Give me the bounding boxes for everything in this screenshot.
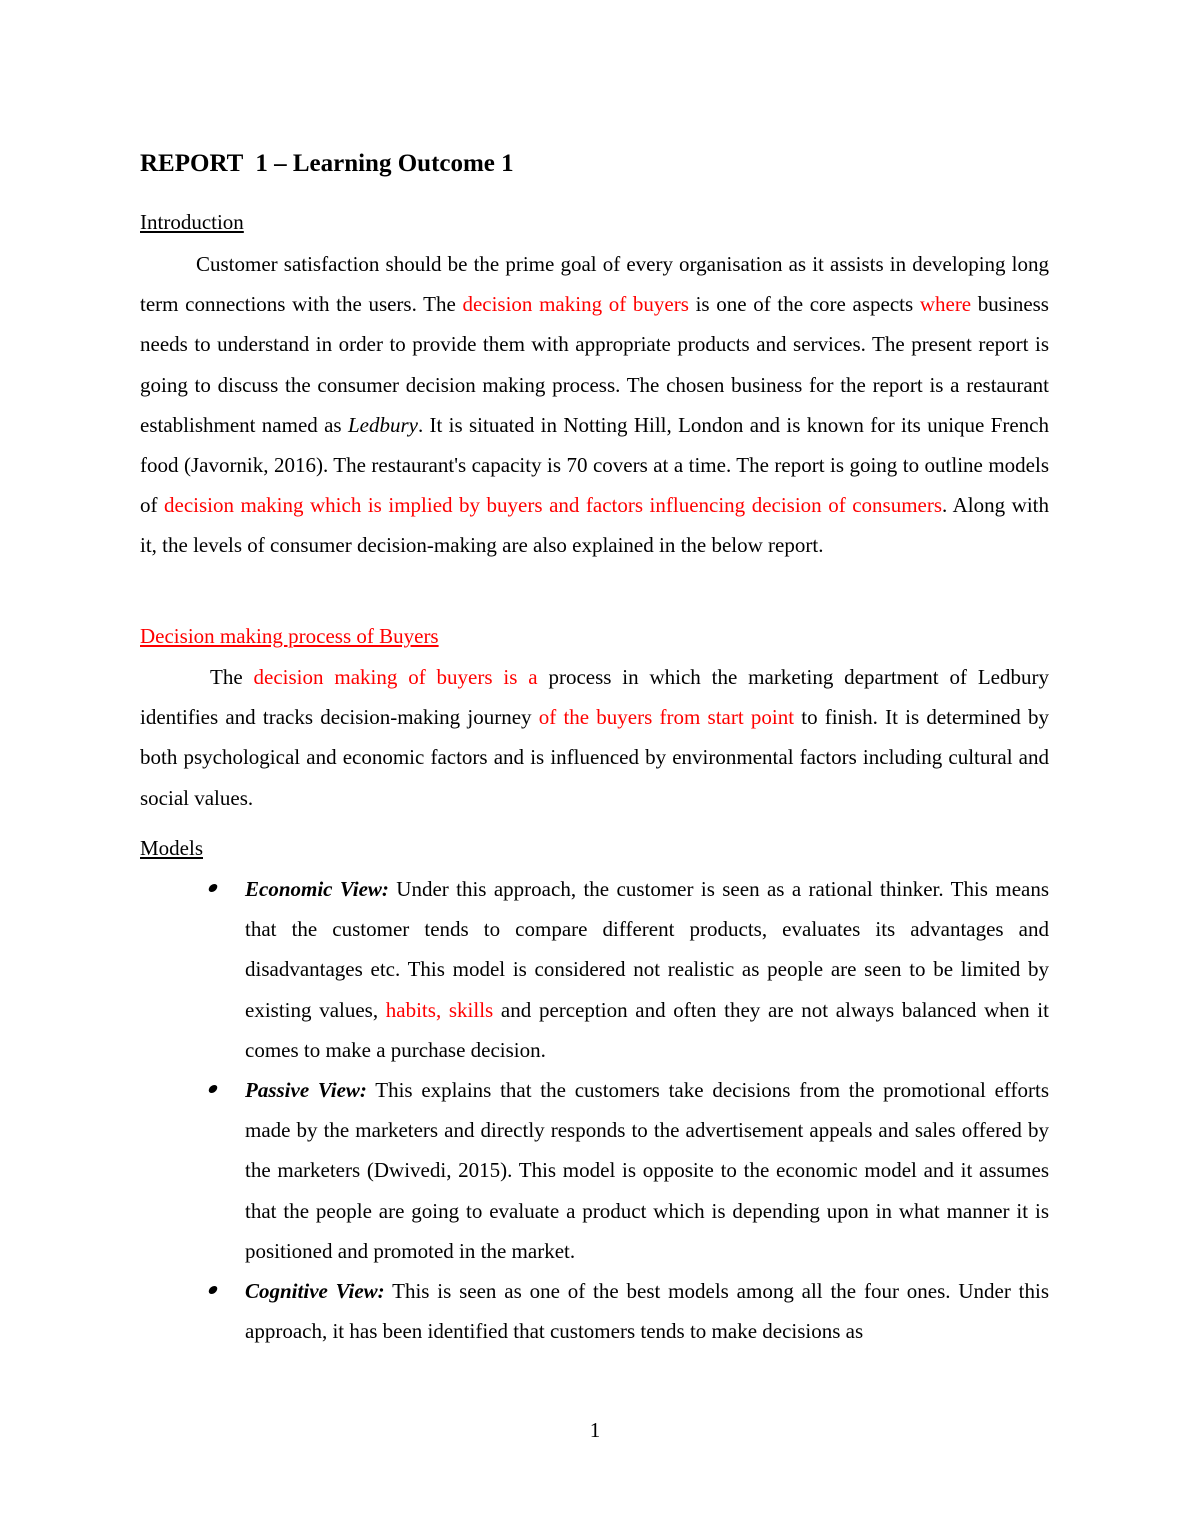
page-number: 1 [589,1418,601,1442]
highlight-habits-skills: habits, skills [385,997,494,1022]
highlight-process: decision making of buyers is a [253,665,538,689]
bullet-icon [208,1085,219,1093]
introduction-paragraph: Customer satisfaction should be the prime goal of every organisation as it assists in developing long term connections with the users. The decision making of buyers is one of the core aspects where business needs to understand in order to provide them with appropriate products and services. The present report is going to discuss the consumer decision making process. The chosen business for the report is a restaurant establishment named as Ledbury. It is situated in Notting Hill, London and is known for its unique French food (Javornik, 2016). The restaurant's capacity is 70 covers at a time. The report is going to outline models of decision making which is implied by buyers and factors influencing decision of consumers. Along with it, the levels of consumer decision-making are also explained in the below report. [140,252,1049,558]
list-item-cognitive-view: Cognitive View: This is seen as one of the best models among all the four ones. Under this approach, it has been identified that customers tends to make decisions as [245,1271,1049,1351]
introduction-heading: Introduction [140,210,244,234]
term-economic-view: Economic View: [245,877,389,901]
highlight-models-factors: decision making which is implied by buyers and factors influencing decision of consumers [164,493,943,518]
business-name: Ledbury [347,412,418,437]
page-title: REPORT 1 – Learning Outcome 1 [140,150,514,177]
models-list [245,869,1049,1351]
highlight-where: where [919,292,972,317]
list-item-economic-view: Economic View: Under this approach, the customer is seen as a rational thinker. This means that the customer tends to compare different products, evaluates its advantages and disadvantages etc. This model is considered not realistic as people are seen to be limited by existing values, habits, skills and perception and often they are not always balanced when it comes to make a purchase decision. [245,869,1049,1070]
term-cognitive-view: Cognitive View: [245,1279,385,1304]
bullet-icon [208,884,219,892]
models-heading: Models [140,836,203,860]
list-item-passive-view: Passive View: This explains that the customers take decisions from the promotional efforts made by the marketers and directly responds to the advertisement appeals and sales offered by the marketers (Dwivedi, 2015). This model is opposite to the economic model and it assumes that the people are going to evaluate a product which is depending upon in what manner it is positioned and promoted in the market. [245,1070,1049,1271]
highlight-journey: of the buyers from start point [538,705,795,730]
decision-process-heading: Decision making process of Buyers [140,624,439,648]
bullet-icon [208,1286,219,1294]
decision-process-paragraph: The decision making of buyers is a process in which the marketing department of Ledbury identifies and tracks decision-making journey of the buyers from start point to finish. It is determined by both psychological and economic factors and is influenced by environmental factors including cultural and social values. [140,665,1049,810]
term-passive-view: Passive View: [245,1078,367,1103]
highlight-decision-making: decision making of buyers [462,292,689,317]
